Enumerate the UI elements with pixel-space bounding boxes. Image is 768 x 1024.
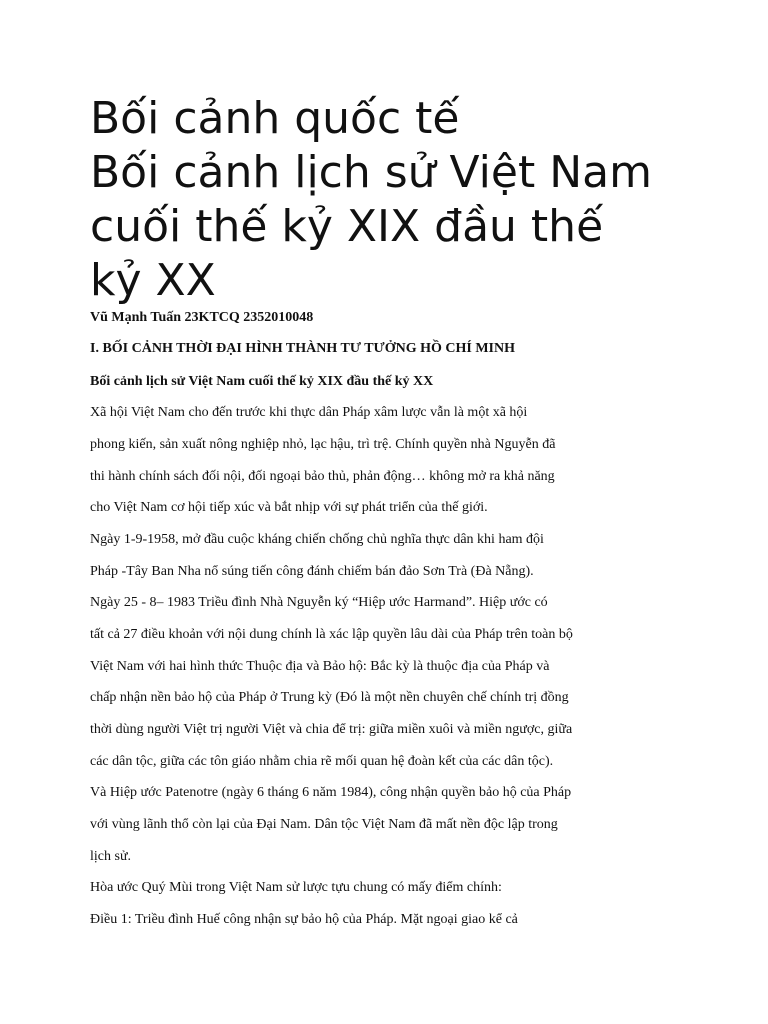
document-title [90, 92, 740, 308]
body-line: các dân tộc, giữa các tôn giáo nhằm chia rẽ mối quan hệ đoàn kết của các dân tộc). [90, 754, 554, 769]
author-line: Vũ Mạnh Tuấn 23KTCQ 2352010048 [90, 310, 314, 325]
title-line: kỷ XX [90, 255, 216, 306]
title-line: cuối thế kỷ XIX đầu thế [90, 201, 604, 252]
body-line: Và Hiệp ước Patenotre (ngày 6 tháng 6 năm 1984), công nhận quyền bảo hộ của Pháp [90, 785, 572, 800]
body-line: phong kiến, sản xuất nông nghiệp nhỏ, lạc hậu, trì trệ. Chính quyền nhà Nguyễn đã [90, 437, 556, 452]
body-line: lịch sử. [90, 849, 132, 864]
body-line: thi hành chính sách đối nội, đối ngoại bảo thủ, phản động… không mở ra khả năng [90, 469, 555, 484]
subheading: Bối cảnh lịch sử Việt Nam cuối thế kỷ XIX đầu thế kỷ XX [90, 374, 434, 389]
body-line: với vùng lãnh thổ còn lại của Đại Nam. Dân tộc Việt Nam đã mất nền độc lập trong [90, 817, 558, 832]
body-line: chấp nhận nền bảo hộ của Pháp ở Trung kỳ (Đó là một nền chuyên chế chính trị đồng [90, 690, 569, 705]
body-line: Hòa ước Quý Mùi trong Việt Nam sử lược tựu chung có mấy điểm chính: [90, 880, 502, 895]
body-line: Pháp -Tây Ban Nha nổ súng tiến công đánh chiếm bán đảo Sơn Trà (Đà Nẵng). [90, 564, 534, 579]
body-line: cho Việt Nam cơ hội tiếp xúc và bắt nhịp với sự phát triển của thế giới. [90, 500, 488, 515]
body-line: tất cả 27 điều khoản với nội dung chính là xác lập quyền lâu dài của Pháp trên toàn bộ [90, 627, 573, 642]
body-line: Xã hội Việt Nam cho đến trước khi thực dân Pháp xâm lược vẫn là một xã hội [90, 405, 528, 420]
section-heading: I. BỐI CẢNH THỜI ĐẠI HÌNH THÀNH TƯ TƯỞNG HỒ CHÍ MINH [90, 341, 515, 356]
body-line: thời dùng người Việt trị người Việt và chia để trị: giữa miền xuôi và miền ngược, giữa [90, 722, 573, 737]
body-line: Ngày 25 - 8– 1983 Triều đình Nhà Nguyễn ký “Hiệp ước Harmand”. Hiệp ước có [90, 595, 548, 610]
body-line: Việt Nam với hai hình thức Thuộc địa và Bảo hộ: Bắc kỳ là thuộc địa của Pháp và [90, 659, 550, 674]
body-line: Điều 1: Triều đình Huế công nhận sự bảo hộ của Pháp. Mặt ngoại giao kể cả [90, 912, 518, 927]
title-line: Bối cảnh quốc tế [90, 93, 460, 144]
body-line: Ngày 1-9-1958, mở đầu cuộc kháng chiến chống chủ nghĩa thực dân khi ham đội [90, 532, 544, 547]
title-line: Bối cảnh lịch sử Việt Nam [90, 147, 652, 198]
